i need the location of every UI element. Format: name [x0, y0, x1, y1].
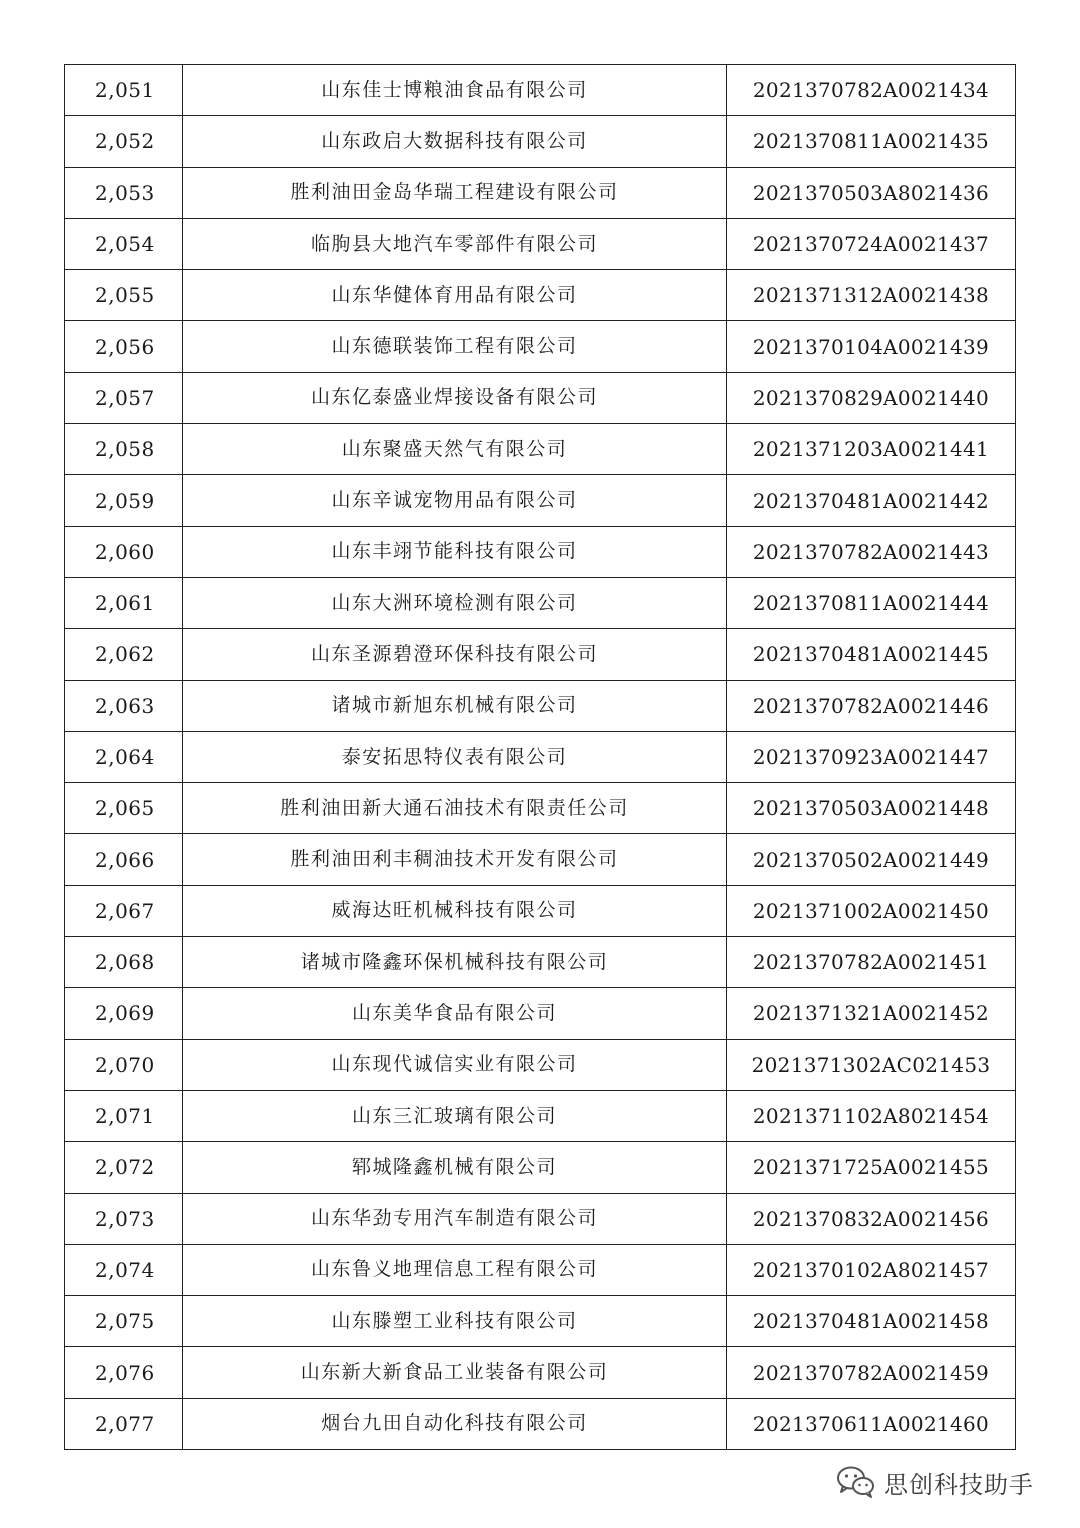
table-row — [65, 731, 1016, 782]
registration-code-cell: 2021370503A0021448 — [727, 783, 1016, 834]
registration-code-cell: 2021370502A0021449 — [727, 834, 1016, 885]
table-row — [65, 321, 1016, 372]
table-row — [65, 218, 1016, 269]
row-index-cell: 2,064 — [65, 731, 183, 782]
row-index-cell: 2,068 — [65, 937, 183, 988]
company-name-cell: 胜利油田利丰稠油技术开发有限公司 — [183, 834, 727, 885]
row-index-cell: 2,074 — [65, 1244, 183, 1295]
row-index-cell: 2,065 — [65, 783, 183, 834]
company-name-cell: 郓城隆鑫机械有限公司 — [183, 1142, 727, 1193]
row-index-cell: 2,077 — [65, 1398, 183, 1449]
registration-code-cell: 2021370782A0021434 — [727, 65, 1016, 116]
registration-code-cell: 2021370782A0021446 — [727, 680, 1016, 731]
table-row — [65, 1090, 1016, 1141]
table-row — [65, 424, 1016, 475]
company-name-cell: 烟台九田自动化科技有限公司 — [183, 1398, 727, 1449]
company-name-cell: 山东华劲专用汽车制造有限公司 — [183, 1193, 727, 1244]
table-row — [65, 1244, 1016, 1295]
company-name-cell: 山东圣源碧澄环保科技有限公司 — [183, 629, 727, 680]
company-name-cell: 临朐县大地汽车零部件有限公司 — [183, 218, 727, 269]
table-row — [65, 372, 1016, 423]
table-row — [65, 270, 1016, 321]
row-index-cell: 2,053 — [65, 167, 183, 218]
registration-code-cell: 2021370782A0021443 — [727, 526, 1016, 577]
table-row — [65, 783, 1016, 834]
registration-code-cell: 2021371102A8021454 — [727, 1090, 1016, 1141]
table-row — [65, 1398, 1016, 1449]
registration-code-cell: 2021370503A8021436 — [727, 167, 1016, 218]
table-row — [65, 1347, 1016, 1398]
registration-code-cell: 2021370481A0021442 — [727, 475, 1016, 526]
registration-code-cell: 2021370811A0021435 — [727, 116, 1016, 167]
row-index-cell: 2,063 — [65, 680, 183, 731]
company-name-cell: 泰安拓思特仪表有限公司 — [183, 731, 727, 782]
table-row — [65, 65, 1016, 116]
watermark — [836, 1460, 1034, 1504]
row-index-cell: 2,061 — [65, 577, 183, 628]
wechat-icon — [836, 1464, 876, 1500]
row-index-cell: 2,073 — [65, 1193, 183, 1244]
table-row — [65, 885, 1016, 936]
registration-code-cell: 2021371002A0021450 — [727, 885, 1016, 936]
row-index-cell: 2,075 — [65, 1296, 183, 1347]
registration-code-cell: 2021370782A0021459 — [727, 1347, 1016, 1398]
table-row — [65, 1296, 1016, 1347]
row-index-cell: 2,056 — [65, 321, 183, 372]
row-index-cell: 2,058 — [65, 424, 183, 475]
registration-code-cell: 2021370829A0021440 — [727, 372, 1016, 423]
company-name-cell: 山东佳士博粮油食品有限公司 — [183, 65, 727, 116]
company-name-cell: 山东政启大数据科技有限公司 — [183, 116, 727, 167]
company-name-cell: 诸城市隆鑫环保机械科技有限公司 — [183, 937, 727, 988]
row-index-cell: 2,057 — [65, 372, 183, 423]
company-name-cell: 山东新大新食品工业装备有限公司 — [183, 1347, 727, 1398]
company-name-cell: 山东聚盛天然气有限公司 — [183, 424, 727, 475]
company-name-cell: 诸城市新旭东机械有限公司 — [183, 680, 727, 731]
row-index-cell: 2,071 — [65, 1090, 183, 1141]
registration-code-cell: 2021371312A0021438 — [727, 270, 1016, 321]
company-name-cell: 山东大洲环境检测有限公司 — [183, 577, 727, 628]
company-name-cell: 山东美华食品有限公司 — [183, 988, 727, 1039]
row-index-cell: 2,054 — [65, 218, 183, 269]
table-row — [65, 680, 1016, 731]
company-name-cell: 山东亿泰盛业焊接设备有限公司 — [183, 372, 727, 423]
table-row — [65, 937, 1016, 988]
registration-code-cell: 2021370724A0021437 — [727, 218, 1016, 269]
registration-code-cell: 2021370104A0021439 — [727, 321, 1016, 372]
table-row — [65, 1193, 1016, 1244]
company-name-cell: 山东德联装饰工程有限公司 — [183, 321, 727, 372]
registration-code-cell: 2021370611A0021460 — [727, 1398, 1016, 1449]
registration-code-cell: 2021370782A0021451 — [727, 937, 1016, 988]
row-index-cell: 2,066 — [65, 834, 183, 885]
row-index-cell: 2,072 — [65, 1142, 183, 1193]
company-name-cell: 威海达旺机械科技有限公司 — [183, 885, 727, 936]
registration-code-cell: 2021371321A0021452 — [727, 988, 1016, 1039]
registration-code-cell: 2021370481A0021458 — [727, 1296, 1016, 1347]
registration-code-cell: 2021371302AC021453 — [727, 1039, 1016, 1090]
company-name-cell: 胜利油田金岛华瑞工程建设有限公司 — [183, 167, 727, 218]
table-body — [65, 65, 1016, 1450]
company-name-cell: 山东现代诚信实业有限公司 — [183, 1039, 727, 1090]
table-row — [65, 526, 1016, 577]
table-row — [65, 475, 1016, 526]
watermark-text: 思创科技助手 — [884, 1470, 1034, 1499]
row-index-cell: 2,076 — [65, 1347, 183, 1398]
table-row — [65, 629, 1016, 680]
registration-code-cell: 2021370481A0021445 — [727, 629, 1016, 680]
company-name-cell: 胜利油田新大通石油技术有限责任公司 — [183, 783, 727, 834]
registration-code-cell: 2021370811A0021444 — [727, 577, 1016, 628]
registration-code-cell: 2021370102A8021457 — [727, 1244, 1016, 1295]
registration-code-cell: 2021371203A0021441 — [727, 424, 1016, 475]
row-index-cell: 2,059 — [65, 475, 183, 526]
row-index-cell: 2,051 — [65, 65, 183, 116]
registration-code-cell: 2021370923A0021447 — [727, 731, 1016, 782]
row-index-cell: 2,052 — [65, 116, 183, 167]
row-index-cell: 2,070 — [65, 1039, 183, 1090]
row-index-cell: 2,060 — [65, 526, 183, 577]
table-row — [65, 988, 1016, 1039]
registration-code-cell: 2021370832A0021456 — [727, 1193, 1016, 1244]
company-name-cell: 山东丰翊节能科技有限公司 — [183, 526, 727, 577]
company-name-cell: 山东鲁义地理信息工程有限公司 — [183, 1244, 727, 1295]
row-index-cell: 2,055 — [65, 270, 183, 321]
row-index-cell: 2,062 — [65, 629, 183, 680]
table-row — [65, 1142, 1016, 1193]
registration-code-cell: 2021371725A0021455 — [727, 1142, 1016, 1193]
row-index-cell: 2,067 — [65, 885, 183, 936]
table-row — [65, 1039, 1016, 1090]
table-row — [65, 167, 1016, 218]
table-row — [65, 834, 1016, 885]
company-name-cell: 山东华健体育用品有限公司 — [183, 270, 727, 321]
company-name-cell: 山东三汇玻璃有限公司 — [183, 1090, 727, 1141]
row-index-cell: 2,069 — [65, 988, 183, 1039]
company-list-table — [64, 64, 1016, 1450]
table-row — [65, 116, 1016, 167]
table-row — [65, 577, 1016, 628]
company-name-cell: 山东辛诚宠物用品有限公司 — [183, 475, 727, 526]
company-name-cell: 山东滕塑工业科技有限公司 — [183, 1296, 727, 1347]
